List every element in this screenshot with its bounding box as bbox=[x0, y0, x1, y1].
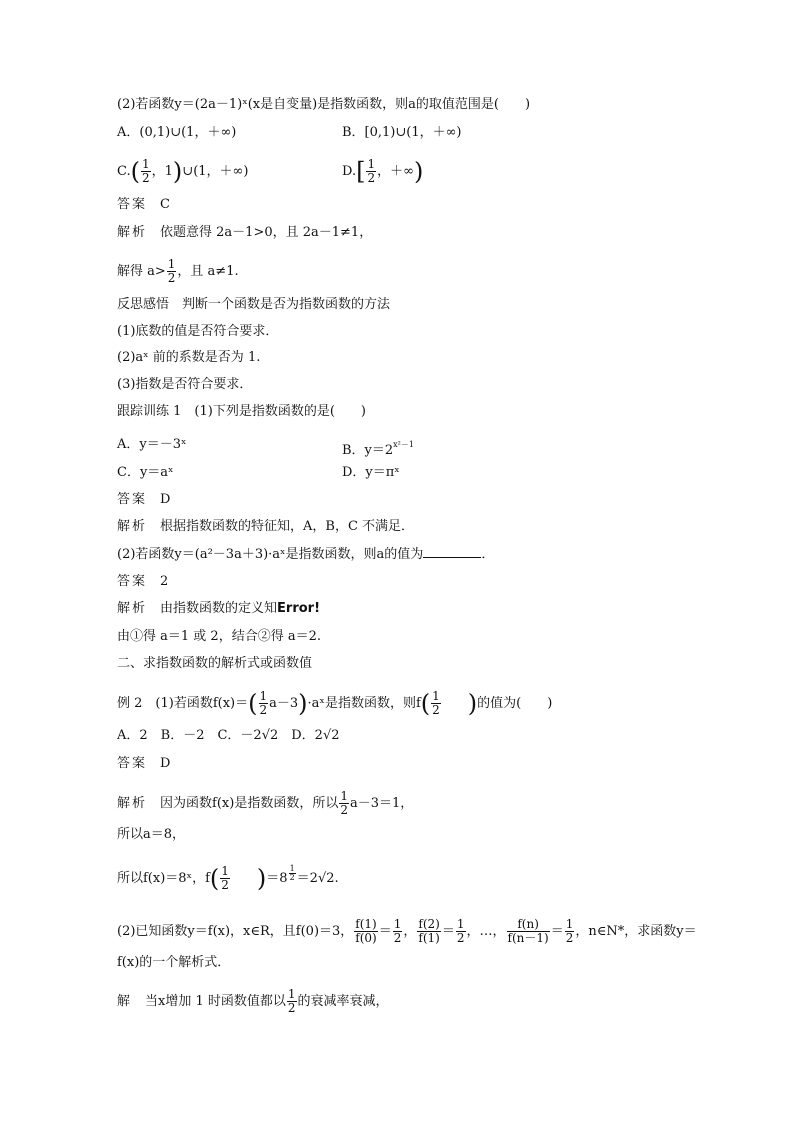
reflection-item-3: (3)指数是否符合要求． bbox=[117, 377, 253, 392]
answer-value: 2 bbox=[160, 574, 169, 589]
fraction: $\frac{f(n)}{f(n-1)}$ bbox=[507, 917, 549, 945]
example-2-q2-line2: f(x)的一个解析式． bbox=[117, 955, 231, 970]
question-2-answer bbox=[117, 196, 170, 214]
fraction: $\frac{1}{2}$ bbox=[432, 689, 440, 717]
practice-1-answer bbox=[117, 491, 170, 509]
analysis-label: 解析 bbox=[117, 519, 148, 534]
practice-1-options-cd bbox=[117, 464, 400, 482]
fraction: $\frac{1}{2}$ bbox=[142, 157, 150, 185]
fraction: $\frac{1}{2}$ bbox=[259, 689, 268, 717]
option-d: D.[ $\frac{1}{2}$ ，＋∞) bbox=[342, 157, 424, 186]
answer-value: D bbox=[160, 756, 171, 771]
analysis-label: 解析 bbox=[117, 601, 148, 616]
example-2-q2-stem: (2)已知函数y＝f(x)，x∈R，且f(0)＝3， $\frac{f(1)}{f(0)}$ ＝ $\frac{1}{2}$ ， $\frac{f(2)}{f(1)}$ ＝ $\frac{1}{2}$ ，…， $\frac{f(n)}{f(n-1)}$ ＝ $\frac{1}{2}$ ，n∈N*，求函数y＝ bbox=[117, 917, 697, 945]
exponent: 1 2 bbox=[289, 863, 295, 882]
section-2-title: 二、求指数函数的解析式或函数值 bbox=[117, 656, 313, 671]
fraction: $\frac{f(2)}{f(1)}$ bbox=[418, 917, 440, 945]
solution-label: 解 bbox=[117, 994, 133, 1009]
question-2-stem: (2)若函数y＝(2a－1)ˣ(x是自变量)是指数函数，则a的取值范围是( ) bbox=[117, 97, 531, 112]
reflection-item-1: (1)底数的值是否符合要求． bbox=[117, 324, 279, 339]
example-2-analysis: 解析 因为函数f(x)是指数函数，所以 $\frac{1}{2}$ a－3＝1， bbox=[117, 789, 414, 817]
fraction: $\frac{1}{2}$ bbox=[340, 789, 348, 817]
practice-1-title: 跟踪训练 1 (1)下列是指数函数的是( ) bbox=[117, 404, 366, 419]
answer-label: 答案 bbox=[117, 492, 148, 507]
option-c: C.( $\frac{1}{2}$ ，1)∪(1，＋∞) bbox=[117, 157, 249, 186]
fraction: $\frac{1}{2}$ bbox=[565, 917, 574, 945]
example-2-options: A．2 B．－2 C．－2√2 D．2√2 bbox=[117, 728, 340, 743]
answer-label: 答案 bbox=[117, 197, 148, 212]
option-b: B．[0,1)∪(1，＋∞) bbox=[342, 125, 462, 140]
analysis-label: 解析 bbox=[117, 796, 148, 811]
fraction: $\frac{1}{2}$ bbox=[393, 917, 402, 945]
exponent: x²－1 bbox=[393, 440, 414, 449]
example-2-answer bbox=[117, 755, 170, 773]
error-text: Error! bbox=[277, 601, 321, 616]
analysis-label: 解析 bbox=[117, 225, 148, 240]
fraction: $\frac{f(1)}{f(0)}$ bbox=[355, 917, 377, 945]
fraction: $\frac{1}{2}$ bbox=[456, 917, 465, 945]
question-2-options-cd bbox=[117, 157, 424, 186]
answer-label: 答案 bbox=[117, 756, 148, 771]
practice-1-q2-conclusion: 由①得 a＝1 或 2，结合②得 a＝2. bbox=[117, 629, 321, 644]
example-2-analysis-2: 所以a＝8， bbox=[117, 827, 186, 842]
practice-1-q2-answer bbox=[117, 573, 168, 591]
question-2-analysis-2: 解得 a> $\frac{1}{2}$ ，且 a≠1. bbox=[117, 257, 239, 285]
option-d: D．y＝πˣ bbox=[342, 465, 400, 480]
example-label: 例 2 bbox=[117, 696, 143, 711]
option-a: A．(0,1)∪(1，＋∞) bbox=[117, 125, 237, 140]
answer-label: 答案 bbox=[117, 574, 148, 589]
option-a: A．y＝－3ˣ bbox=[117, 437, 187, 452]
option-b: B．$y=2^{x^2-1}$ bbox=[342, 440, 414, 458]
answer-value: D bbox=[160, 492, 171, 507]
fraction: $\frac{1}{2}$ bbox=[367, 157, 376, 185]
answer-value: C bbox=[160, 197, 170, 212]
example-2-analysis-3: 所以f(x)＝8ˣ，f( $\frac{1}{2}$ )＝8 $^{\frac{1}{2}}$ ＝2√2. bbox=[117, 863, 339, 893]
question-2-options-ab bbox=[117, 124, 462, 142]
option-c: C．y＝aˣ bbox=[117, 465, 174, 480]
practice-1-q2-stem: (2)若函数y＝(a²－3a＋3)·aˣ是指数函数，则a的值为 ． bbox=[117, 547, 495, 562]
reflection-title: 反思感悟 判断一个函数是否为指数函数的方法 bbox=[117, 297, 391, 312]
question-2-analysis: 解析 依题意得 2a－1>0，且 2a－1≠1， bbox=[117, 225, 373, 240]
answer-blank bbox=[423, 545, 481, 558]
practice-1-analysis: 解析 根据指数函数的特征知，A，B，C 不满足． bbox=[117, 519, 415, 534]
example-2-solution: 解 当x增加 1 时函数值都以 $\frac{1}{2}$ 的衰减率衰减， bbox=[117, 987, 389, 1015]
fraction: $\frac{1}{2}$ bbox=[221, 864, 229, 892]
fraction: $\frac{1}{2}$ bbox=[167, 257, 176, 285]
example-2-stem: 例 2 (1)若函数f(x)＝( $\frac{1}{2}$ a－3)·aˣ是指数函数，则f( $\frac{1}{2}$ )的值为( ) bbox=[117, 689, 553, 718]
fraction: $\frac{1}{2}$ bbox=[287, 987, 296, 1015]
practice-1-q2-analysis: 解析 由指数函数的定义知Error! bbox=[117, 601, 321, 616]
reflection-item-2: (2)aˣ 前的系数是否为 1. bbox=[117, 350, 261, 365]
practice-1-options-ab bbox=[117, 436, 414, 458]
